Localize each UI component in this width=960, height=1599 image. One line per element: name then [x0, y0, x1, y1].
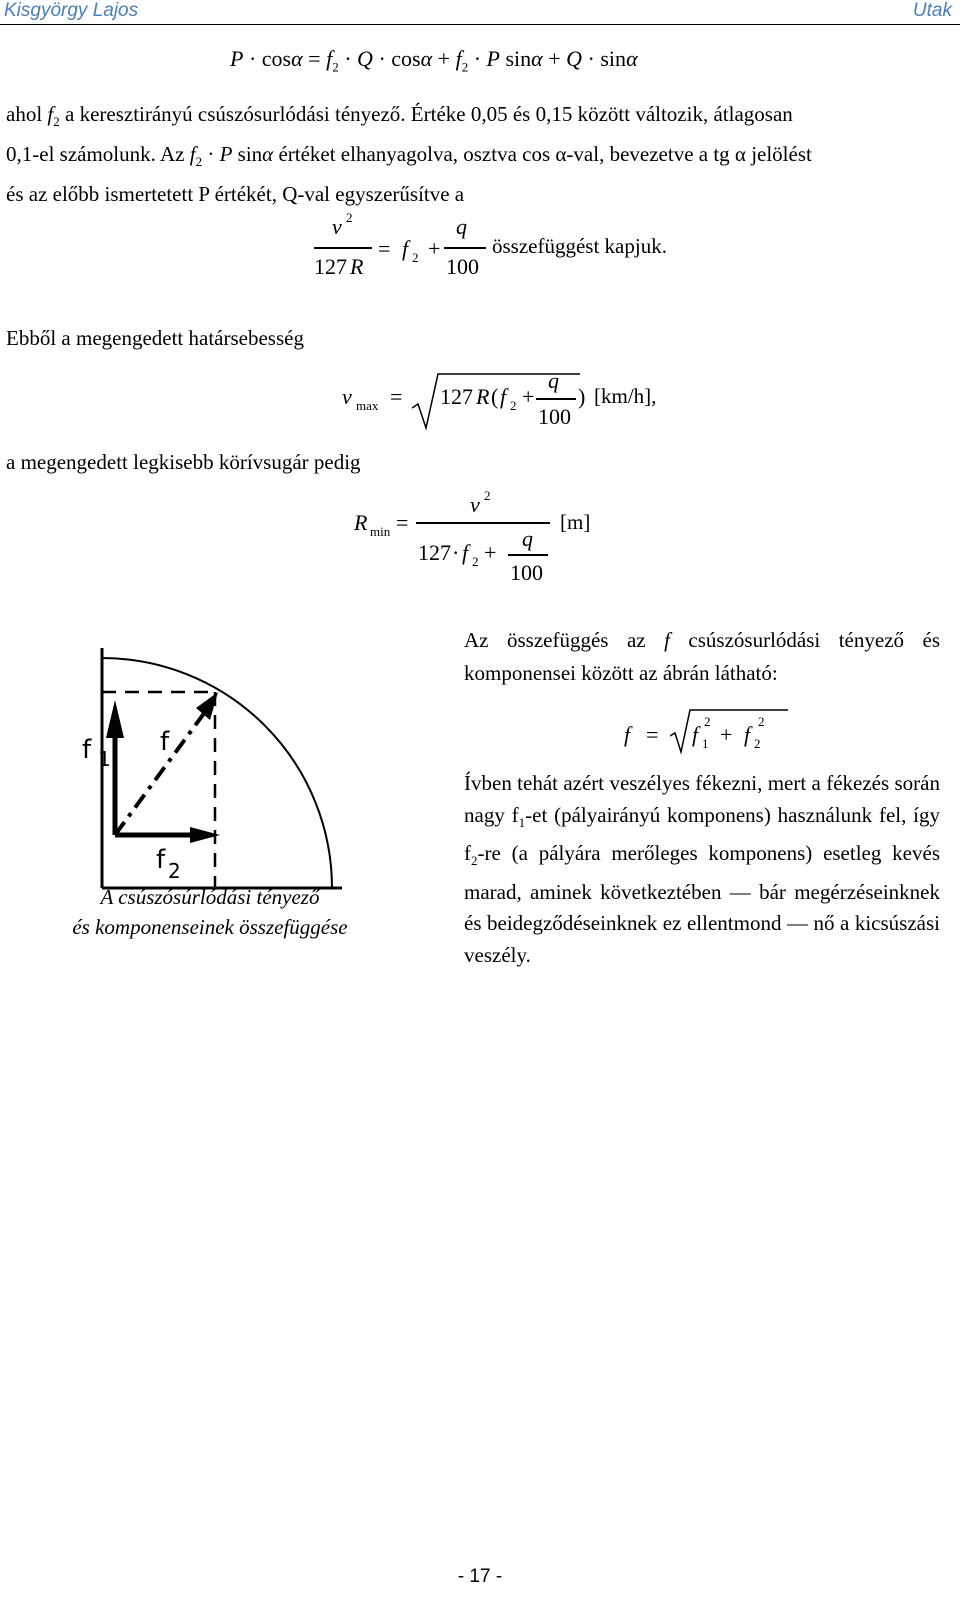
para1-text3: 0,1-el számolunk. Az: [6, 142, 190, 167]
diagram-f1-arrowhead: [106, 700, 124, 738]
eq1-Q: Q: [357, 46, 373, 71]
right-paragraph-intro: [464, 624, 940, 690]
eq4-v: v: [470, 492, 480, 517]
page-header: [0, 0, 960, 26]
eq1-sub2: 2: [461, 59, 469, 75]
eq1-f: f: [326, 46, 333, 71]
right-p2c: -re (a pályára merőleges komponens) esetleg kevés marad, aminek következtében — bár megérzéseinknek és beidegződéseinknek ez ellentmond — nő a kicsúszási veszély.: [464, 841, 940, 967]
eq1-sin2: sin: [600, 46, 627, 71]
eq3-127: 127: [440, 384, 473, 409]
eq2-fraction-bar2: [444, 247, 486, 249]
diagram-label-f: f: [160, 727, 170, 757]
eq4-f: f: [462, 540, 469, 565]
para1-text6: jelölést: [745, 142, 812, 167]
right-p1b: csúszósurlódási tényező és komponensei között az ábrán látható:: [464, 628, 940, 685]
eq1-alpha3: α: [531, 46, 543, 71]
equation-f-magnitude: [620, 706, 820, 756]
eq1-plus: +: [437, 46, 451, 71]
friction-diagram: [70, 630, 370, 910]
equation-speed-relation: [310, 210, 770, 284]
para1-text5: -val, bevezetve a tg: [566, 142, 735, 167]
req-f1: f: [692, 722, 699, 747]
para1-alpha: α: [262, 142, 274, 167]
eq3-equals: =: [390, 384, 403, 409]
para1-f2: f: [189, 142, 196, 167]
para1-line3: [6, 178, 940, 211]
header-author: Kisgyörgy Lajos: [4, 0, 139, 21]
para1-line1: [6, 98, 940, 138]
eq4-hundred: 100: [510, 560, 543, 585]
eq3-close: ): [578, 384, 586, 409]
para1-dot: ·: [202, 142, 220, 167]
eq1-f2: f: [455, 46, 462, 71]
diagram-label-f2-sub: 2: [168, 859, 181, 883]
equation-vmax: [340, 370, 700, 440]
diagram-label-f1: f: [82, 735, 92, 765]
req-sq1: 2: [704, 714, 711, 729]
eq4-fraction-bar2: [508, 554, 548, 556]
req-equals: =: [646, 722, 659, 747]
para1-f: f: [47, 102, 54, 126]
eq4-fraction-bar: [416, 522, 550, 524]
eq3-max: max: [356, 398, 379, 413]
eq3-unit: [km/h],: [594, 384, 657, 408]
para1-alpha3: α: [734, 142, 746, 167]
para1-line2: [6, 138, 940, 178]
eq4-q: q: [522, 526, 533, 551]
eq1-Q2: Q: [566, 46, 583, 71]
req-f: f: [624, 722, 631, 747]
figure-caption: [20, 882, 400, 942]
para1-text2: a keresztirányú csúszósurlódási tényező. Értéke 0,05 és 0,15 között változik, átlagosan: [59, 102, 793, 126]
req-plus: +: [720, 722, 733, 747]
eq4-min: min: [370, 524, 391, 539]
paragraph-intro: [6, 98, 940, 211]
eq2-f: f: [402, 236, 409, 261]
equation-force-balance: [230, 46, 750, 78]
header-rule: [0, 24, 960, 25]
eq4-R: R: [354, 510, 368, 535]
right-p2b: -et (pályairányú komponens) használunk fel, így f: [464, 802, 940, 866]
eq2-equals: =: [378, 236, 391, 261]
eq1-P: P: [230, 46, 244, 71]
eq2-v: v: [332, 214, 342, 239]
req-sub1: 1: [702, 736, 709, 751]
eq2-sq: 2: [346, 210, 353, 225]
right-paragraph-body: [464, 768, 940, 971]
line-min-radius: a megengedett legkisebb körívsugár pedig: [6, 450, 361, 474]
eq1-sin: sin: [505, 46, 532, 71]
line-speed-limit: Ebből a megengedett határsebesség: [6, 326, 304, 350]
eq3-f: f: [500, 384, 507, 409]
eq3-open: (: [491, 384, 499, 409]
para1-sin: sin: [232, 142, 263, 167]
eq2-tail: összefüggést kapjuk.: [492, 234, 667, 258]
eq2-q: q: [456, 214, 467, 239]
right-p2-sub1: 1: [518, 814, 526, 830]
eq3-R: R: [476, 384, 490, 409]
right-p2a: Ívben tehát azért veszélyes fékezni, mert a fékezés során nagy f: [464, 771, 940, 827]
eq1-dot4: ·: [473, 46, 482, 71]
eq1-cos2: cos: [391, 46, 421, 71]
para1-sub: 2: [53, 114, 60, 130]
right-p1-f: f: [664, 628, 670, 652]
eq2-fraction-bar: [314, 247, 372, 249]
eq1-alpha4: α: [626, 46, 638, 71]
eq3-v: v: [342, 384, 352, 409]
eq4-sub: 2: [472, 554, 479, 569]
eq4-equals: =: [396, 510, 409, 535]
eq1-dot2: ·: [344, 46, 352, 71]
eq4-127: 127: [418, 540, 451, 565]
page-number: - 17 -: [457, 1566, 503, 1587]
eq3-sub: 2: [510, 398, 517, 413]
para1-P: P: [219, 142, 233, 167]
diagram-label-f1-sub: 1: [98, 747, 111, 771]
right-p2-sub2: 2: [471, 853, 478, 869]
eq1-plus2: +: [548, 46, 561, 71]
eq3-hundred: 100: [538, 404, 571, 429]
eq4-plus: +: [484, 540, 497, 565]
eq3-q: q: [548, 368, 559, 393]
equation-rmin: [352, 488, 612, 592]
eq4-dot: ·: [452, 540, 460, 565]
eq2-hundred: 100: [446, 254, 479, 279]
req-sq2: 2: [758, 714, 765, 729]
right-p1: Az összefüggés az: [464, 628, 665, 652]
eq1-equals: =: [308, 46, 321, 71]
eq4-sq: 2: [484, 488, 491, 503]
req-f2: f: [744, 722, 751, 747]
eq1-sub: 2: [332, 59, 339, 75]
eq2-R: R: [350, 254, 364, 279]
para1-text: ahol: [6, 102, 48, 126]
eq1-alpha: α: [291, 46, 303, 71]
eq1-dot5: ·: [587, 46, 595, 71]
para1-text7: és az előbb ismertetett P értékét, Q-val egyszerűsítve a: [6, 182, 465, 207]
eq1-dot: ·: [248, 46, 257, 71]
eq2-plus: +: [428, 236, 441, 261]
header-section: Utak: [912, 0, 952, 21]
para1-text4: értéket elhanyagolva, osztva cos: [273, 142, 556, 167]
req-sub2: 2: [754, 736, 761, 751]
eq1-dot3: ·: [378, 46, 386, 71]
para1-sub2: 2: [195, 154, 203, 170]
eq4-unit: [m]: [560, 510, 591, 534]
eq1-P2: P: [486, 46, 500, 71]
eq2-sub: 2: [412, 250, 419, 265]
eq3-fraction-bar: [536, 398, 576, 400]
eq3-plus: +: [522, 384, 535, 409]
para1-alpha2: α: [555, 142, 567, 167]
eq1-cos: cos: [261, 46, 292, 71]
eq1-alpha2: α: [420, 46, 433, 71]
caption-line2: és komponenseinek összefüggése: [72, 915, 348, 939]
eq2-den: 127: [314, 254, 347, 279]
caption-line1: A csúszósúrlódási tényező: [100, 885, 320, 909]
diagram-label-f2: f: [156, 845, 166, 875]
